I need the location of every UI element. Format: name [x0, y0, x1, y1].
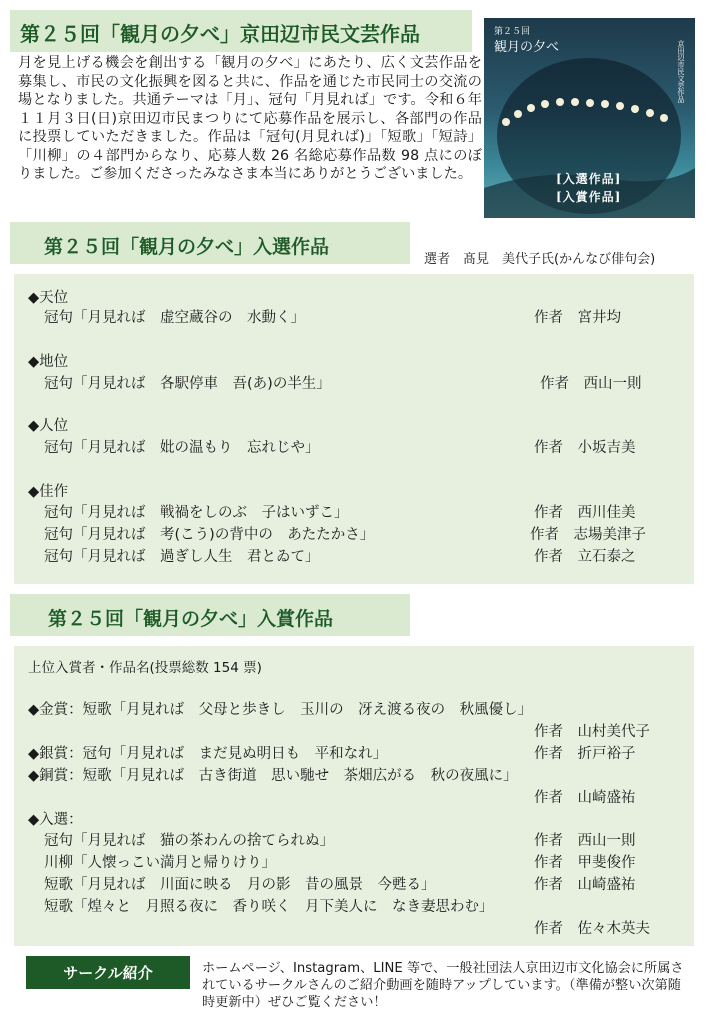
cover-tag-selected: [入選作品]	[556, 172, 622, 186]
selector-credit: 選者 髙見 美代子氏(かんなび俳句会)	[424, 252, 656, 267]
circle-intro-text: ホームページ、Instagram、LINE 等で、一般社団法人京田辺市文化協会に所属されているサークルさんのご紹介動画を随時アップしています。（準備が整い次第随時更新中）ぜひご覧ください！	[202, 961, 684, 1010]
entry-text: 冠句「月見れば 猫の茶わんの捨てられぬ」	[44, 833, 334, 849]
work-text: 冠句「月見れば 妣の温もり 忘れじや」	[44, 440, 320, 456]
entry-text: 川柳「人懐っこい満月と帰りけり」	[44, 855, 276, 871]
silver-author: 作者 折戸裕子	[534, 746, 636, 762]
entry-author: 作者 山崎盛祐	[534, 877, 636, 893]
work-author: 作者 志場美津子	[530, 527, 646, 543]
cover-title: 観月の夕べ	[494, 40, 560, 55]
cover-edition: 第２５回	[494, 27, 531, 37]
work-author: 作者 小坂吉美	[534, 440, 636, 456]
work-text: 冠句「月見れば 過ぎし人生 君とゐて」	[44, 549, 320, 565]
awards-section-title: 第２５回「観月の夕べ」入賞作品	[48, 608, 334, 630]
entry-text: 短歌「煌々と 月照る夜に 香り咲く 月下美人に なき妻思わむ」	[44, 899, 494, 915]
silver-award: ◆銀賞：冠句「月見れば まだ見ぬ明日も 平和なれ」	[28, 746, 388, 762]
selected-section-title: 第２５回「観月の夕べ」入選作品	[44, 236, 330, 258]
bronze-award: ◆銅賞：短歌「月見れば 古き街道 思い馳せ 茶畑広がる 秋の夜風に」	[28, 768, 518, 784]
group-heading: ◆地位	[28, 354, 69, 370]
cover-vertical-text: 京田辺市民文芸作品	[677, 40, 685, 103]
circle-intro-button[interactable]: サークル紹介	[26, 956, 190, 989]
entry-text: 短歌「月見れば 川面に映る 月の影 昔の風景 今甦る」	[44, 877, 436, 893]
group-heading: ◆人位	[28, 418, 69, 434]
work-text: 冠句「月見れば 虚空蔵谷の 水動く」	[44, 310, 305, 326]
group-heading: ◆天位	[28, 290, 69, 306]
work-text: 冠句「月見れば 各駅停車 吾(あ)の半生」	[44, 376, 331, 392]
entry-heading: ◆入選：	[28, 812, 83, 828]
event-cover-image	[484, 18, 695, 218]
awards-subtitle: 上位入賞者・作品名(投票総数 154 票)	[28, 660, 262, 676]
gold-award: ◆金賞：短歌「月見れば 父母と歩きし 玉川の 冴え渡る夜の 秋風優し」	[28, 702, 533, 718]
work-author: 作者 宮井均	[534, 310, 621, 326]
bronze-author: 作者 山崎盛祐	[534, 790, 636, 806]
work-text: 冠句「月見れば 戦禍をしのぶ 子はいずこ」	[44, 505, 349, 521]
page-title: 第２５回「観月の夕べ」京田辺市民文芸作品	[20, 22, 420, 46]
work-author: 作者 西川佳美	[534, 505, 636, 521]
work-author: 作者 西山一則	[540, 376, 642, 392]
gold-author: 作者 山村美代子	[534, 724, 650, 740]
entry-author: 作者 佐々木英夫	[534, 921, 650, 937]
intro-paragraph: 月を見上げる機会を創出する「観月の夕べ」にあたり、広く文芸作品を募集し、市民の文化振興を図ると共に、作品を通じた市民同士の交流の場となりました。共通テーマは「月」、冠句「月見れば」です。令和６年１１月３日(日)京田辺市民まつりにて応募作品を展示し、各部門の作品に投票していただきました。作品は「冠句(月見れば)」「短歌」「短詩」「川柳」の４部門からなり、応募人数 26 名総応募作品数 98 点にのぼりました。ご参加くださったみなさま本当にありがとうございました。	[18, 55, 482, 182]
work-text: 冠句「月見れば 考(こう)の背中の あたたかさ」	[44, 527, 375, 543]
work-author: 作者 立石泰之	[534, 549, 636, 565]
group-heading: ◆佳作	[28, 484, 69, 500]
cover-tag-awards: [入賞作品]	[556, 190, 622, 204]
entry-author: 作者 西山一則	[534, 833, 636, 849]
entry-author: 作者 甲斐俊作	[534, 855, 636, 871]
